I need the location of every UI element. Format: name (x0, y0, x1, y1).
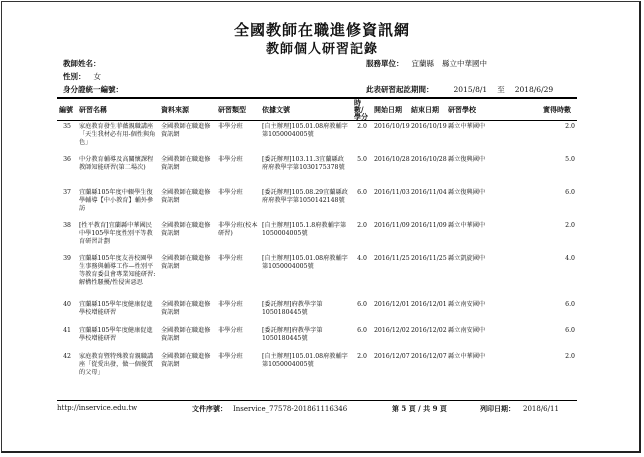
id-label: 身分證統一編號： (63, 85, 123, 94)
row-source: 全國教師在職進修資訊網 (161, 156, 211, 171)
service-county: 宜蘭縣 (411, 59, 434, 68)
row-source: 全國教師在職進修資訊網 (161, 353, 211, 368)
query-period-label: 此表研習起訖期間： (366, 85, 434, 94)
footer-print-date (480, 404, 559, 414)
col-start-header: 開始日期 (372, 98, 409, 121)
row-start: 2016/11/03 (374, 189, 410, 196)
row-name: 宜蘭縣105學年度健康促進學校增能研習 (79, 301, 153, 316)
col-end-header: 結束日期 (409, 98, 446, 121)
footer-page-number: 第 5 頁 / 共 9 頁 (392, 404, 447, 413)
row-start: 2016/11/09 (374, 222, 410, 229)
row-hours-actual: 6.0 (565, 189, 575, 196)
footer-doc-no-label: 文件序號： (192, 404, 227, 413)
table-row (57, 154, 577, 187)
row-source: 全國教師在職進修資訊網 (161, 222, 211, 237)
row-name: 中分教育輔導及高關懷課程教師知能研習(第二場次) (79, 156, 154, 171)
row-no: 39 (63, 255, 71, 262)
query-to: 至 (497, 85, 505, 94)
col-doc-header: 依據文號 (260, 98, 352, 121)
row-doc: [委託辦理]105.08.29宜蘭縣政府府教學字第1050142148號 (262, 189, 348, 204)
row-hours-actual: 2.0 (565, 353, 575, 360)
row-start: 2016/10/28 (374, 156, 410, 163)
footer-doc-no-value: Inservice_77578-201861116346 (233, 405, 348, 413)
row-hours: 2.0 (357, 222, 367, 229)
col-name-header: 研習名稱 (77, 98, 159, 121)
query-period-field (366, 84, 553, 95)
row-doc: [自主辦理]105.01.08府教輔字第1050004005號 (262, 353, 348, 368)
row-end: 2016/12/07 (411, 353, 447, 360)
row-doc: [自主辦理]105.01.08府教輔字第1050004005號 (262, 255, 348, 270)
row-name: 家庭教育發生菲薇親職講座「天生我材必有用-個性與角色」 (79, 123, 156, 146)
row-hours-actual: 6.0 (565, 327, 575, 334)
row-hours: 6.0 (357, 189, 367, 196)
row-start: 2016/12/07 (374, 353, 410, 360)
row-type: 非學分班(校本研習) (218, 222, 258, 237)
row-end: 2016/11/25 (411, 255, 447, 262)
row-start: 2016/12/02 (374, 327, 410, 334)
teacher-name-label: 教師姓名： (63, 59, 101, 68)
col-no-header: 編號 (57, 98, 77, 121)
row-name: 宜蘭縣105年度友善校園學生事務與輔導工作—性別平等教育委員會專業知能研習:解構性騷擾/性侵害惡思 (79, 255, 156, 286)
row-no: 41 (63, 327, 71, 334)
col-school-header: 研習學校 (446, 98, 504, 121)
row-type: 非學分班 (218, 189, 243, 196)
query-end: 2018/6/29 (514, 85, 554, 94)
service-unit-field (366, 58, 487, 69)
row-start: 2016/12/01 (374, 301, 410, 308)
row-school: 縣立中華國中 (448, 353, 486, 360)
row-source: 全國教師在職進修資訊網 (161, 301, 211, 316)
col-hours-actual-header: 實得時數 (504, 98, 577, 121)
page-subtitle: 教師個人研習記錄 (265, 42, 378, 57)
table-row (57, 187, 577, 220)
records-table (57, 97, 577, 384)
col-source-header: 資料來源 (159, 98, 216, 121)
row-hours-actual: 2.0 (565, 123, 575, 130)
row-hours: 6.0 (357, 301, 367, 308)
row-doc: [自主辦理]105.01.08府教輔字第1050004005號 (262, 123, 348, 138)
row-type: 非學分班 (218, 156, 243, 163)
table-row (57, 121, 577, 155)
row-type: 非學分班 (218, 301, 243, 308)
row-end: 2016/10/28 (411, 156, 447, 163)
gender-value: 女 (93, 72, 101, 81)
table-row (57, 220, 577, 253)
row-end: 2016/11/04 (411, 189, 447, 196)
row-hours-actual: 5.0 (565, 156, 575, 163)
row-no: 42 (63, 353, 71, 360)
row-hours: 4.0 (357, 255, 367, 262)
id-field (63, 84, 123, 95)
col-type-header: 研習類型 (216, 98, 260, 121)
row-type: 非學分班 (218, 123, 243, 130)
row-no: 35 (63, 123, 71, 130)
row-school: 縣立中華國中 (448, 123, 486, 130)
gender-label: 性別： (63, 72, 86, 81)
row-type: 非學分班 (218, 353, 243, 360)
footer-divider (57, 400, 577, 401)
footer-print-date-value: 2018/6/11 (523, 405, 559, 413)
row-school: 縣立復興國中 (448, 189, 486, 196)
page-title: 全國教師在職進修資訊網 (233, 21, 410, 39)
row-school: 縣立凱旋國中 (448, 255, 486, 262)
row-end: 2016/12/01 (411, 301, 447, 308)
row-hours: 6.0 (357, 327, 367, 334)
row-school: 縣立南安國中 (448, 301, 486, 308)
row-no: 38 (63, 222, 71, 229)
row-type: 非學分班 (218, 327, 243, 334)
table-row (57, 325, 577, 351)
row-source: 全國教師在職進修資訊網 (161, 255, 211, 270)
row-hours-actual: 6.0 (565, 301, 575, 308)
query-start: 2015/8/1 (453, 85, 488, 94)
row-end: 2016/12/02 (411, 327, 447, 334)
row-school: 縣立中華國中 (448, 222, 486, 229)
row-start: 2016/10/19 (374, 123, 410, 130)
row-end: 2016/10/19 (411, 123, 447, 130)
footer-site: http://inservice.edu.tw (57, 404, 138, 412)
row-doc: [委託辦理]府教學字第1050180445號 (262, 301, 323, 316)
table-row (57, 299, 577, 325)
footer-doc-no (192, 404, 347, 414)
service-school: 縣立中華國中 (442, 59, 487, 68)
service-unit-label: 服務單位： (366, 59, 404, 68)
row-doc: [委託辦理]府教學字第1050180445號 (262, 327, 323, 342)
row-name: [性平教育]宜蘭縣中華國民中學105學年度性別平等教育研習計劃 (79, 222, 153, 245)
row-hours: 2.0 (357, 353, 367, 360)
row-source: 全國教師在職進修資訊網 (161, 123, 211, 138)
row-name: 宜蘭縣105學年度健康促進學校增能研習 (79, 327, 153, 342)
row-start: 2016/11/25 (374, 255, 410, 262)
row-hours-actual: 2.0 (565, 222, 575, 229)
row-school: 縣立復興國中 (448, 156, 486, 163)
footer-print-date-label: 列印日期： (480, 404, 515, 413)
table-row (57, 253, 577, 299)
row-doc: [委託辦理]103.11.3宜蘭縣政府府教學字第1030175378號 (262, 156, 345, 171)
row-name: 宜蘭縣105年度中輟學生復學輔導【中小教育】輔外參訪 (79, 189, 154, 212)
row-hours-actual: 4.0 (565, 255, 575, 262)
row-source: 全國教師在職進修資訊網 (161, 327, 211, 342)
row-hours: 2.0 (357, 123, 367, 130)
table-header-row (57, 98, 577, 121)
row-type: 非學分班 (218, 255, 243, 262)
table-row (57, 351, 577, 384)
row-no: 37 (63, 189, 71, 196)
col-hours-header: 時數/學分 (352, 98, 372, 121)
row-source: 全國教師在職進修資訊網 (161, 189, 211, 204)
gender-field (63, 71, 101, 82)
row-name: 家庭教育暨特殊教育親職講座「從愛出發，做一個優質的父母」 (79, 353, 154, 376)
row-hours: 5.0 (357, 156, 367, 163)
teacher-name-field (63, 58, 101, 69)
row-doc: [自主辦理]105.1.8府教輔字第1050004005號 (262, 222, 347, 237)
row-school: 縣立南安國中 (448, 327, 486, 334)
row-no: 36 (63, 156, 71, 163)
row-end: 2016/11/09 (411, 222, 447, 229)
row-no: 40 (63, 301, 71, 308)
